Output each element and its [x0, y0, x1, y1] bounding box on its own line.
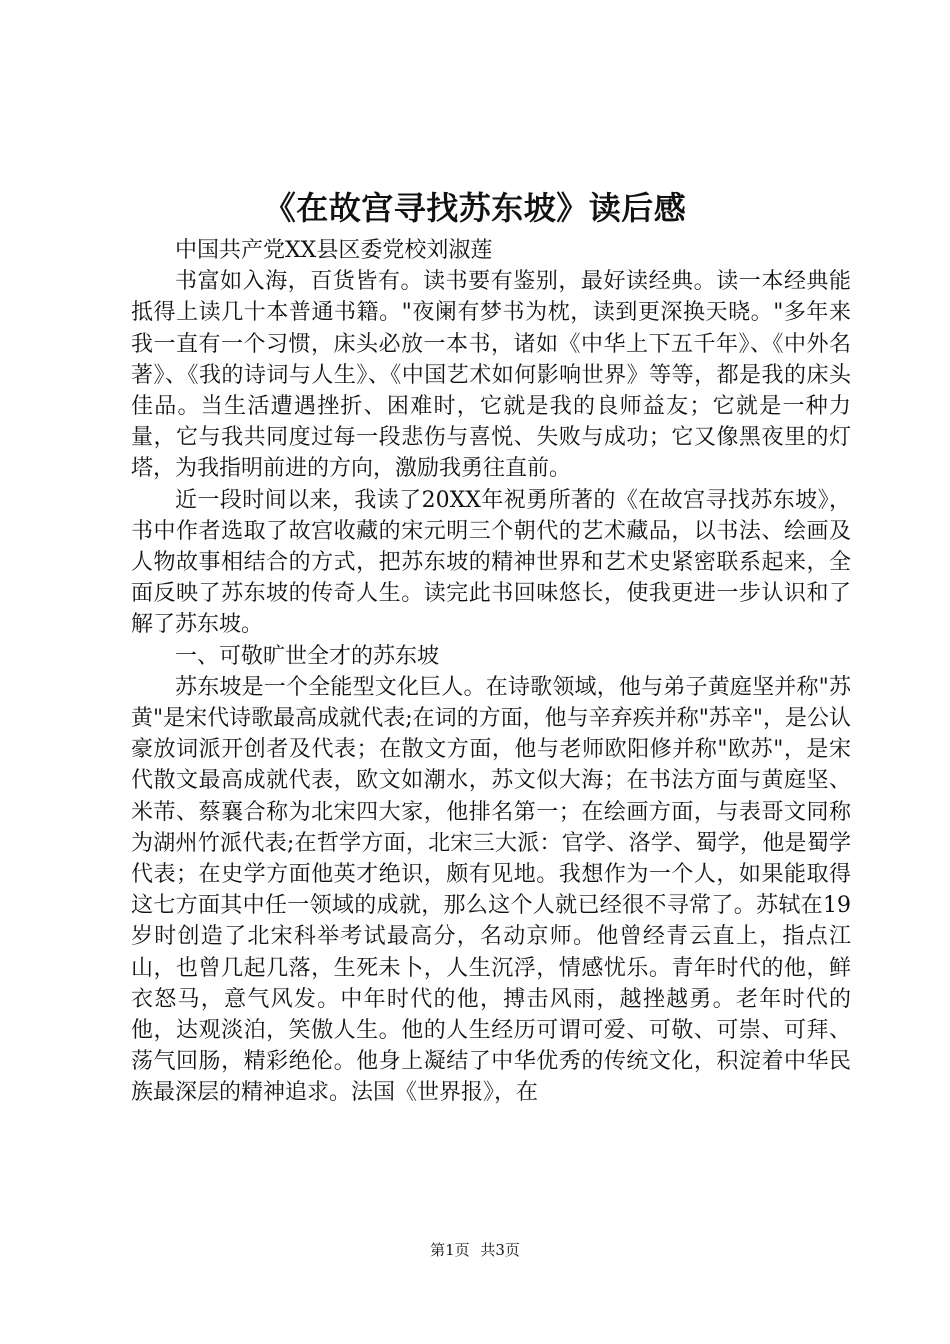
paragraph: 苏东坡是一个全能型文化巨人。在诗歌领域，他与弟子黄庭坚并称"苏黄"是宋代诗歌最高成就代表;在词的方面，他与辛弃疾并称"苏辛"，是公认豪放词派开创者及代表；在散文方面，他与老师欧阳修并称"欧苏"，是宋代散文最高成就代表，欧文如潮水，苏文似大海；在书法方面与黄庭坚、米芾、蔡襄合称为北宋四大家，他排名第一；在绘画方面，与表哥文同称为湖州竹派代表;在哲学方面，北宋三大派：官学、洛学、蜀学，他是蜀学代表；在史学方面他英才绝识，颇有见地。我想作为一个人，如果能取得这七方面其中任一领域的成就，那么这个人就已经很不寻常了。苏轼在19岁时创造了北宋科举考试最高分，名动京师。他曾经青云直上，指点江山，也曾几起几落，生死未卜，人生沉浮，情感忧乐。青年时代的他，鲜衣怒马，意气风发。中年时代的他，搏击风雨，越挫越勇。老年时代的他，达观淡泊，笑傲人生。他的人生经历可谓可爱、可敬、可崇、可拜、荡气回肠，精彩绝伦。他身上凝结了中华优秀的传统文化，积淀着中华民族最深层的精神追求。法国《世界报》，在: [131, 674, 851, 1106]
document-body: [131, 235, 851, 1109]
document-title: 《在故宫寻找苏东坡》读后感: [263, 189, 687, 227]
author-line: 中国共产党XX县区委党校刘淑莲: [175, 238, 493, 263]
paragraph: 书富如入海，百货皆有。读书要有鉴别，最好读经典。读一本经典能抵得上读几十本普通书籍。"夜阑有梦书为枕，读到更深换天晓。"多年来我一直有一个习惯，床头必放一本书，诸如《中华上下五千年》、《中外名著》、《我的诗词与人生》、《中国艺术如何影响世界》等等，都是我的床头佳品。当生活遭遇挫折、困难时，它就是我的良师益友；它就是一种力量，它与我共同度过每一段悲伤与喜悦、失败与成功；它又像黑夜里的灯塔，为我指明前进的方向，激励我勇往直前。: [131, 269, 851, 482]
section-heading: 一、可敬旷世全才的苏东坡: [175, 643, 440, 669]
page-footer: 第1页 共3页: [430, 1241, 520, 1259]
paragraph: 近一段时间以来，我读了20XX年祝勇所著的《在故宫寻找苏东坡》，书中作者选取了故宫收藏的宋元明三个朝代的艺术藏品，以书法、绘画及人物故事相结合的方式，把苏东坡的精神世界和艺术史紧密联系起来，全面反映了苏东坡的传奇人生。读完此书回味悠长，使我更进一步认识和了解了苏东坡。: [131, 487, 851, 638]
